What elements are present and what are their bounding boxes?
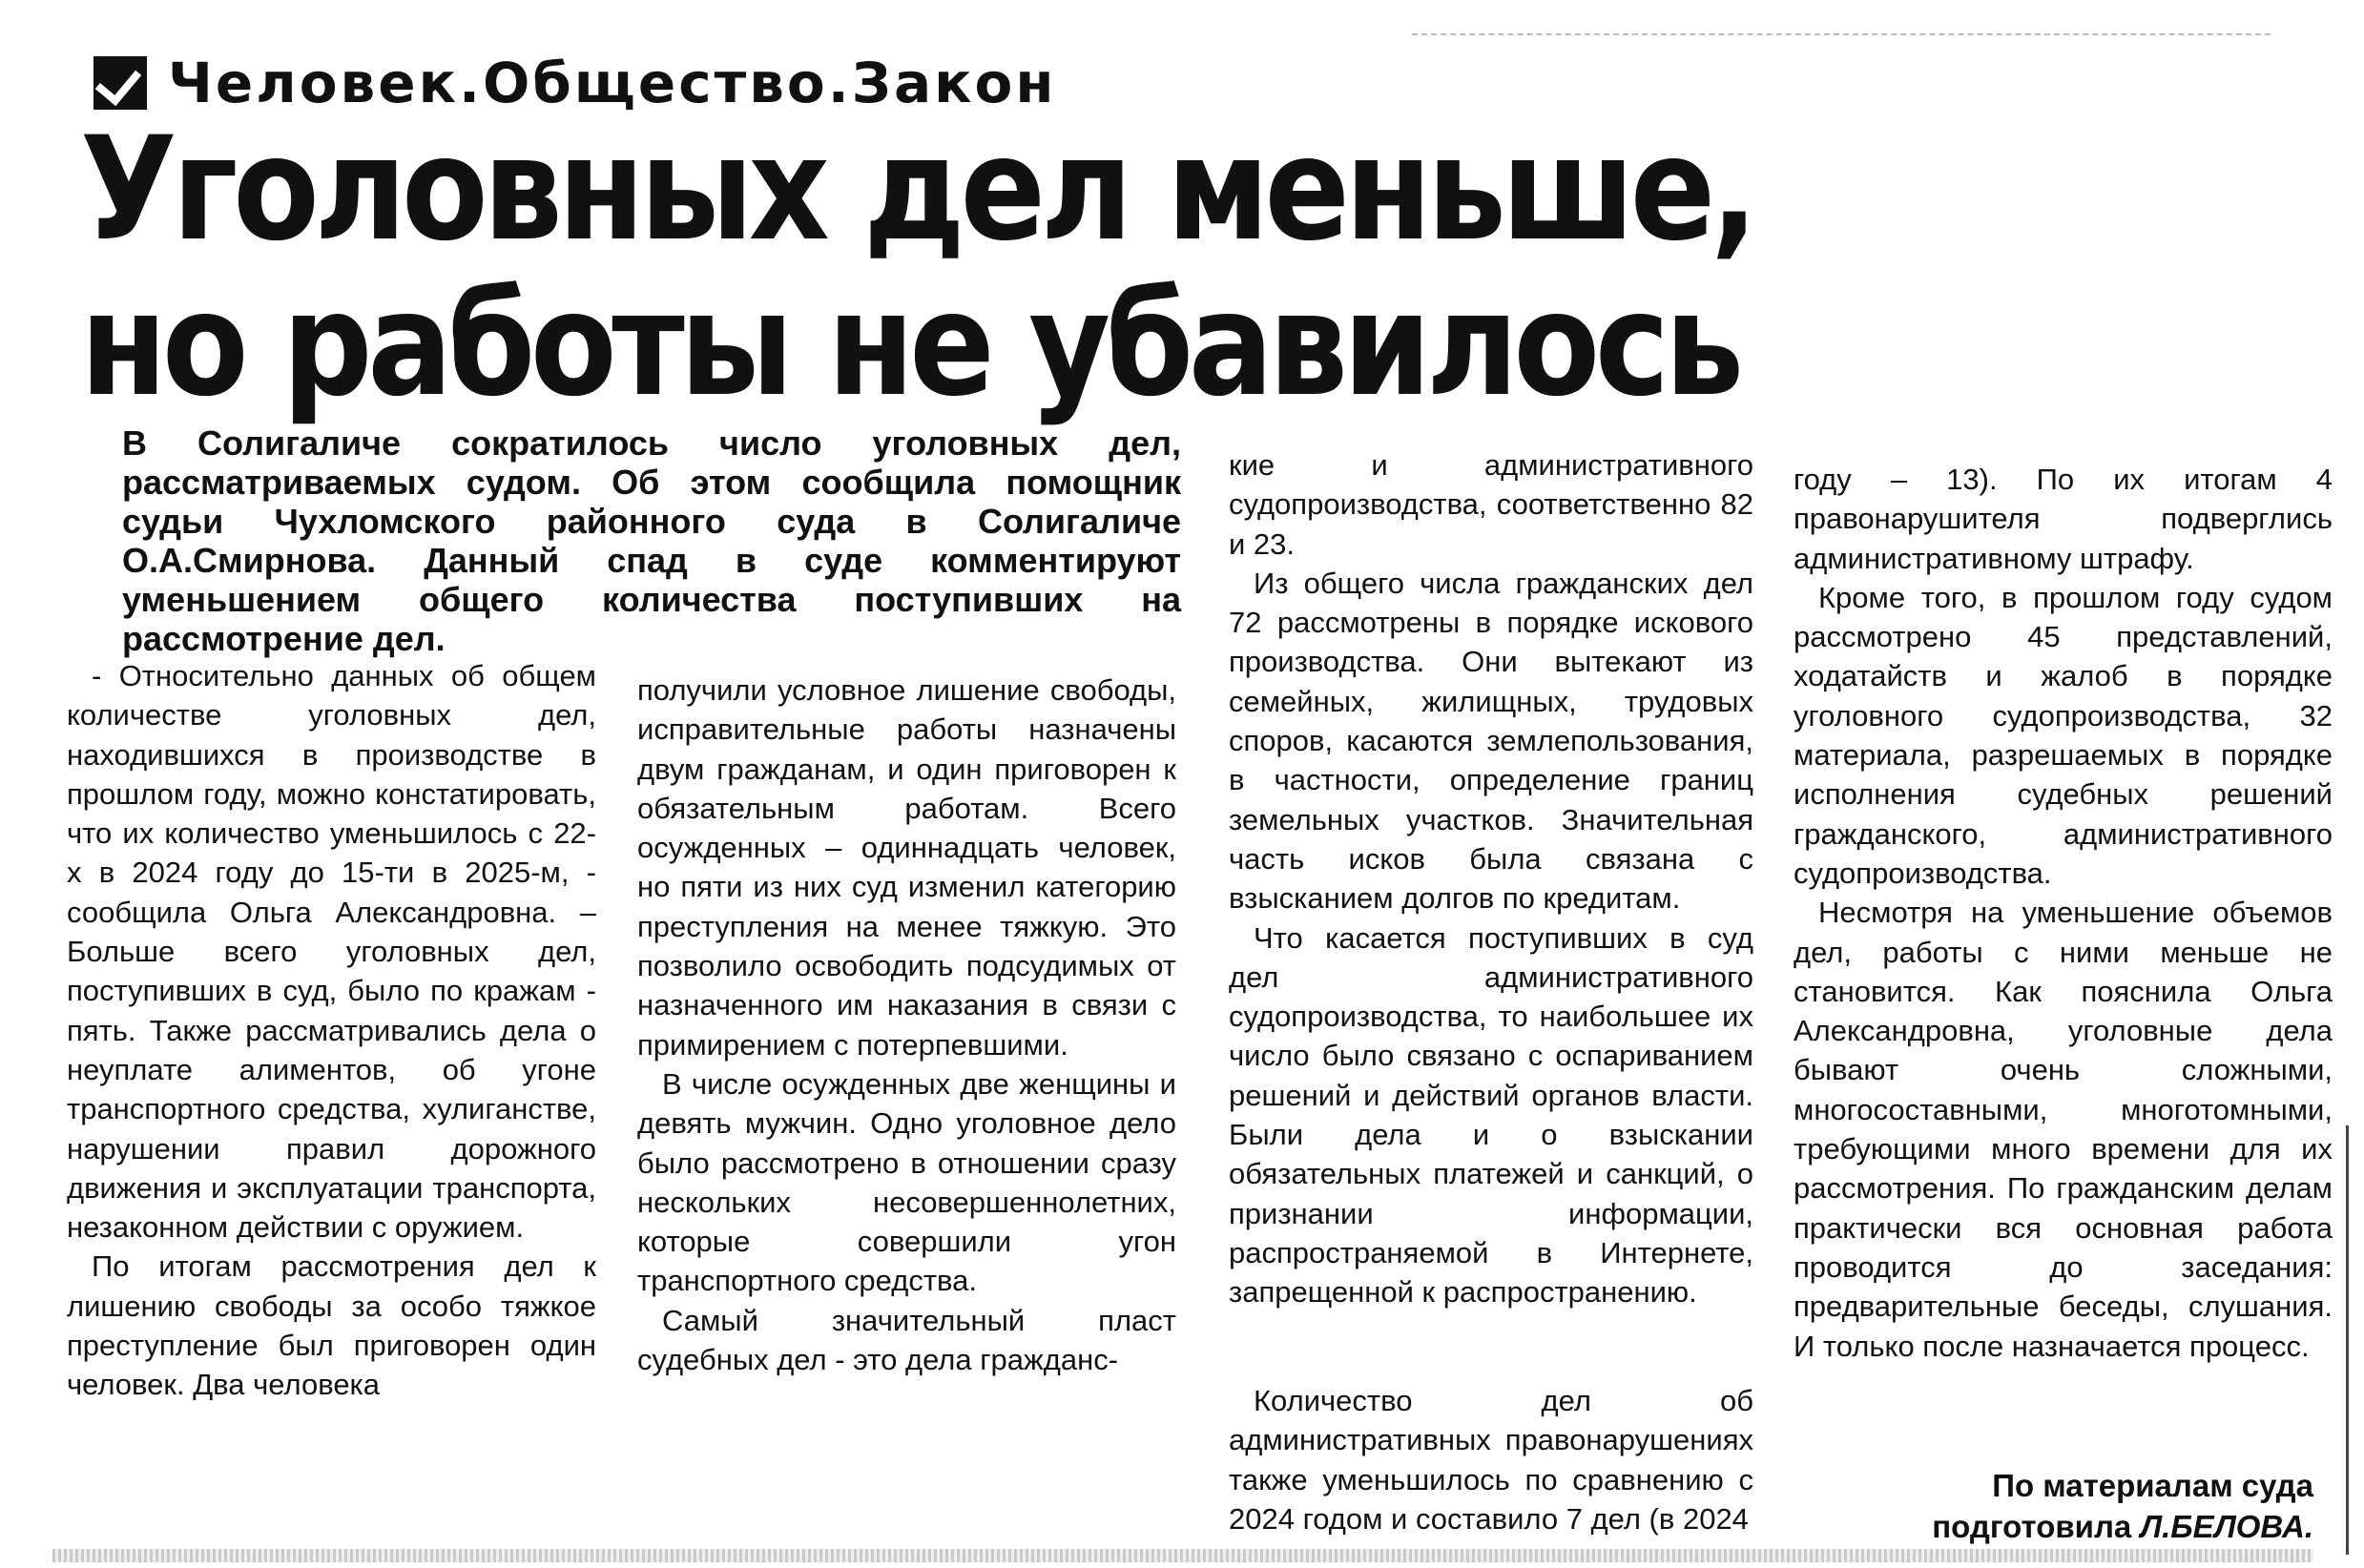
- paragraph: Из общего числа гражданских дел 72 рассмотрены в порядке искового производства. Они вытекают из семейных, жилищных, трудовых споров, касаются землепользования, в частности, определение границ земельных участков. Значительная часть исков была связана с взысканием долгов по кредитам.: [1229, 566, 1753, 916]
- column-2: [637, 671, 1176, 1519]
- column-3: [1229, 445, 1753, 1312]
- rubric-label: Человек.Общество.Закон: [168, 51, 1057, 115]
- paragraph: Кроме того, в прошлом году судом рассмотрено 45 представлений, ходатайств и жалоб в порядке уголовного судопроизводства, 32 материала, разрешаемых в порядке исполнения судебных решений гражданского, административного судопроизводства.: [1794, 580, 2333, 890]
- paragraph: По итогам рассмотрения дел к лишению свободы за особо тяжкое преступление был приговорен один человек. Два человека: [67, 1249, 596, 1402]
- paragraph: кие и административного судопроизводства, соответственно 82 и 23.: [1229, 448, 1753, 561]
- paragraph: получили условное лишение свободы, исправительные работы назначены двум гражданам, и один приговорен к обязательным работам. Всего осужденных – одиннадцать человек, но пяти из них суд изменил категорию преступления на менее тяжкую. Это позволило освободить подсудимых от назначенного им наказания в связи с примирением с потерпевшими.: [637, 673, 1176, 1062]
- top-divider: [1412, 33, 2271, 35]
- page-edge-line: [2346, 1125, 2349, 1555]
- lead-paragraph: В Солигаличе сократилось число уголовных дел, рассматриваемых судом. Об этом сообщила помощник судьи Чухломского районного суда в Солигаличе О.А.Смирнова. Данный спад в суде комментируют уменьшением общего количества поступивших на рассмотрение дел.: [122, 423, 1181, 658]
- paragraph: - Относительно данных об общем количестве уголовных дел, находившихся в производстве в прошлом году, можно констатировать, что их количество уменьшилось с 22-х в 2024 году до 15-ти в 2025-м, - сообщила Ольга Александровна. – Больше всего уголовных дел, поступивших в суд, было по кражам - пять. Также рассматривались дела о неуплате алиментов, об угоне транспортного средства, хулиганстве, нарушении правил дорожного движения и эксплуатации транспорта, незаконном действии с оружием.: [67, 659, 596, 1245]
- headline-line-2: но работы не убавилось: [80, 262, 1740, 428]
- column-4: [1794, 460, 2333, 1366]
- signature-source: По материалам суда: [1992, 1468, 2313, 1503]
- checkbox-icon: [93, 56, 147, 110]
- bottom-border: [52, 1549, 2313, 1562]
- column-3-continued: [1229, 1381, 1753, 1538]
- headline-line-1: Уголовных дел меньше,: [80, 107, 1753, 273]
- signature-prefix: подготовила: [1932, 1509, 2141, 1544]
- column-1: [67, 656, 596, 1505]
- paragraph: Несмотря на уменьшение объемов дел, работы с ними меньше не становится. Как пояснила Ольга Александровна, уголовные дела бывают очень сложными, многосоставными, многотомными, требующими много времени для их рассмотрения. По гражданским делам практически вся основная работа проводится до заседания: предварительные беседы, слушания. И только после назначается процесс.: [1794, 896, 2333, 1363]
- paragraph: Количество дел об административных правонарушениях также уменьшилось по сравнению с 2024 годом и составило 7 дел (в 2024: [1229, 1384, 1753, 1536]
- paragraph: Самый значительный пласт судебных дел - это дела гражданс-: [637, 1303, 1176, 1377]
- paragraph: году – 13). По их итогам 4 правонарушителя подверглись административному штрафу.: [1794, 463, 2333, 575]
- signature-author-line: [1851, 1506, 2313, 1547]
- headline: [80, 107, 1753, 428]
- signature: [1851, 1465, 2313, 1547]
- paragraph: Что касается поступивших в суд дел административного судопроизводства, то наибольшее их число было связано с оспариванием решений и действий органов власти. Были дела и о взыскании обязательных платежей и санкций, о признании информации, распространяемой в Интернете, запрещенной к распространению.: [1229, 920, 1753, 1310]
- signature-author: Л.БЕЛОВА.: [2140, 1509, 2313, 1544]
- paragraph: В числе осужденных две женщины и девять мужчин. Одно уголовное дело было рассмотрено в отношении сразу нескольких несовершеннолетних, которые совершили угон транспортного средства.: [637, 1066, 1176, 1298]
